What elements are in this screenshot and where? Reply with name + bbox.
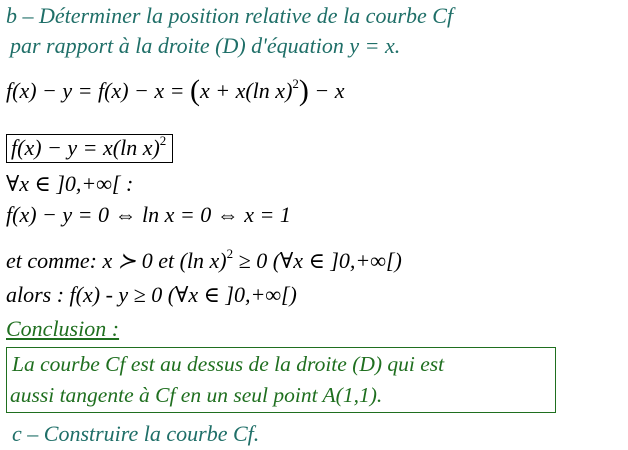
conclusion-line-1: La courbe Cf est au dessus de la droite (D) qui est — [12, 352, 445, 376]
part-c-title: c – Construire la courbe Cf. — [12, 421, 260, 446]
part-b-title: b – Déterminer la position relative de la courbe Cf — [6, 3, 454, 28]
equation-conclusion-ineq: alors : f(x) - y ≥ 0 (∀x ∈ ]0,+∞[) — [6, 282, 297, 307]
eq4-pre: et comme: x ≻ 0 et (ln x) — [6, 248, 227, 273]
conclusion-label: Conclusion : — [6, 316, 120, 341]
paren-close: ) — [298, 74, 309, 107]
eq1-left: f(x) − y = f(x) − x = — [6, 78, 190, 103]
boxed-result — [6, 127, 173, 162]
equation-difference — [6, 70, 345, 105]
eq4-post: ≥ 0 (∀x ∈ ]0,+∞[) — [233, 248, 402, 273]
part-b-title-cont: par rapport à la droite (D) d'équation y = x. — [10, 33, 401, 58]
result-box — [6, 134, 173, 163]
eq1-tail: − x — [308, 78, 345, 103]
conclusion-line-2: aussi tangente à Cf en un seul point A(1,1). — [10, 383, 383, 407]
eq1-exp: 2 — [292, 76, 299, 91]
equation-zero: f(x) − y = 0 ⇔ ln x = 0 ⇔ x = 1 — [6, 202, 291, 227]
eq4-exp: 2 — [226, 246, 234, 261]
eq2-exp: 2 — [159, 133, 167, 148]
eq1-inner: x + x(ln x) — [199, 78, 293, 103]
forall-line: ∀x ∈ ]0,+∞[ : — [6, 171, 134, 196]
eq2-text: f(x) − y = x(ln x) — [11, 135, 160, 160]
equation-sign — [6, 240, 402, 275]
paren-open: ( — [189, 74, 200, 107]
